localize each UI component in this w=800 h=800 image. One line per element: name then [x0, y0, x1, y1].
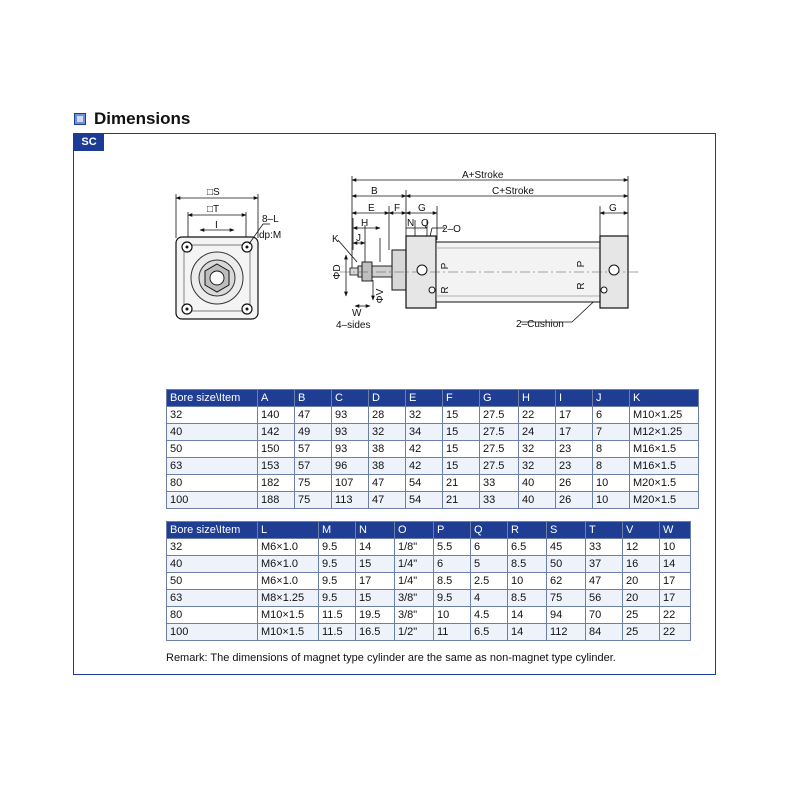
column-header: N [356, 522, 395, 539]
table-cell: 47 [586, 573, 623, 590]
table-cell: 15 [443, 424, 480, 441]
table-cell: 49 [295, 424, 332, 441]
table-cell: 10 [593, 492, 630, 509]
table-cell: 54 [406, 475, 443, 492]
table-cell: 26 [556, 475, 593, 492]
table-cell: M6×1.0 [258, 573, 319, 590]
table-row [167, 607, 691, 624]
table-cell: 8 [593, 458, 630, 475]
table-cell: 6 [434, 556, 471, 573]
column-header: O [395, 522, 434, 539]
d-label: ΦD [332, 264, 343, 280]
table-cell: 26 [556, 492, 593, 509]
table-cell: 3/8" [395, 607, 434, 624]
table-row [167, 556, 691, 573]
table-cell: 1/4" [395, 573, 434, 590]
table-cell: 14 [508, 624, 547, 641]
table-cell: 15 [356, 556, 395, 573]
table-cell: 1/4" [395, 556, 434, 573]
table-cell: 16.5 [356, 624, 395, 641]
column-header: R [508, 522, 547, 539]
remark-note: Remark: The dimensions of magnet type cylinder are the same as non-magnet type cylinder. [166, 652, 616, 664]
table-cell: 5.5 [434, 539, 471, 556]
table-cell: 27.5 [480, 407, 519, 424]
table-cell: 42 [406, 441, 443, 458]
column-header: C [332, 390, 369, 407]
column-header: E [406, 390, 443, 407]
r-label: R [440, 286, 451, 294]
table-cell: M20×1.5 [630, 475, 699, 492]
table-cell: 63 [167, 590, 258, 607]
table-cell: 75 [295, 475, 332, 492]
table-row [167, 573, 691, 590]
column-header: A [258, 390, 295, 407]
series-tab: SC [74, 133, 104, 151]
table-row [167, 475, 699, 492]
table-cell: 5 [471, 556, 508, 573]
table-cell: 22 [660, 624, 691, 641]
table-cell: 2.5 [471, 573, 508, 590]
table-cell: 93 [332, 407, 369, 424]
side-view [332, 170, 640, 331]
table-cell: 50 [167, 441, 258, 458]
table-cell: 4 [471, 590, 508, 607]
column-header: J [593, 390, 630, 407]
table-cell: 22 [660, 607, 691, 624]
j-label: J [356, 233, 361, 244]
column-header: M [319, 522, 356, 539]
table-cell: 150 [258, 441, 295, 458]
table-cell: 84 [586, 624, 623, 641]
column-header: B [295, 390, 332, 407]
table-cell: 10 [593, 475, 630, 492]
f-label: F [394, 203, 401, 214]
table-cell: M16×1.5 [630, 441, 699, 458]
t-label: □T [207, 204, 220, 215]
table-cell: 12 [623, 539, 660, 556]
table-cell: 112 [547, 624, 586, 641]
q-label: Q [421, 218, 429, 229]
table-cell: 57 [295, 441, 332, 458]
table-cell: 32 [519, 441, 556, 458]
table-cell: 153 [258, 458, 295, 475]
column-header: W [660, 522, 691, 539]
table-cell: M10×1.5 [258, 607, 319, 624]
table-cell: 33 [586, 539, 623, 556]
table-cell: 33 [480, 475, 519, 492]
table-cell: 23 [556, 458, 593, 475]
table-cell: 62 [547, 573, 586, 590]
table-cell: 6.5 [471, 624, 508, 641]
column-header: D [369, 390, 406, 407]
table-cell: 25 [623, 624, 660, 641]
table-cell: 45 [547, 539, 586, 556]
table-cell: 10 [508, 573, 547, 590]
table-cell: 27.5 [480, 424, 519, 441]
table-row [167, 624, 691, 641]
dp-label: dp:M [259, 230, 282, 241]
table-row [167, 407, 699, 424]
table-cell: 1/8" [395, 539, 434, 556]
table-cell: 21 [443, 492, 480, 509]
table-cell: 75 [295, 492, 332, 509]
table-cell: 107 [332, 475, 369, 492]
table-cell: 4.5 [471, 607, 508, 624]
table-row [167, 458, 699, 475]
table-cell: 142 [258, 424, 295, 441]
table-cell: M8×1.25 [258, 590, 319, 607]
table-cell: 42 [406, 458, 443, 475]
column-header: F [443, 390, 480, 407]
table-cell: 15 [443, 407, 480, 424]
table-cell: M10×1.25 [630, 407, 699, 424]
sides-label: 4–sides [336, 320, 371, 331]
e-label: E [368, 203, 375, 214]
table-cell: 20 [623, 590, 660, 607]
table-cell: 16 [623, 556, 660, 573]
table-cell: M12×1.25 [630, 424, 699, 441]
table-row [167, 424, 699, 441]
s-label: □S [207, 187, 220, 198]
table-cell: M10×1.5 [258, 624, 319, 641]
table-cell: 37 [586, 556, 623, 573]
table-cell: 20 [623, 573, 660, 590]
table-cell: 38 [369, 441, 406, 458]
table-cell: 11.5 [319, 624, 356, 641]
table-cell: 17 [556, 424, 593, 441]
table-cell: 8.5 [508, 590, 547, 607]
table-cell: M6×1.0 [258, 539, 319, 556]
table-cell: 40 [167, 424, 258, 441]
table-cell: 182 [258, 475, 295, 492]
table-cell: 17 [660, 590, 691, 607]
column-header: L [258, 522, 319, 539]
n-label: N [407, 218, 415, 229]
table-cell: 15 [356, 590, 395, 607]
cushion-label: 2–Cushion [516, 319, 564, 330]
table-cell: 32 [167, 407, 258, 424]
table-cell: 10 [434, 607, 471, 624]
table-cell: 47 [369, 492, 406, 509]
column-header: Bore size\Item [167, 522, 258, 539]
l-label: 8–L [262, 214, 279, 225]
table-cell: 25 [623, 607, 660, 624]
table-cell: 27.5 [480, 458, 519, 475]
table-cell: 21 [443, 475, 480, 492]
table-cell: 6 [593, 407, 630, 424]
table-cell: 15 [443, 441, 480, 458]
table-cell: 94 [547, 607, 586, 624]
i-label: I [215, 220, 218, 231]
table-cell: 47 [295, 407, 332, 424]
table-cell: 9.5 [319, 556, 356, 573]
h-label: H [361, 218, 369, 229]
column-header: G [480, 390, 519, 407]
table-cell: 33 [480, 492, 519, 509]
v-label: ΦV [375, 288, 386, 304]
table-cell: 96 [332, 458, 369, 475]
table-cell: 9.5 [319, 539, 356, 556]
table-cell: 50 [547, 556, 586, 573]
column-header: Bore size\Item [167, 390, 258, 407]
g-label: G [418, 203, 426, 214]
r-label-right: R [576, 282, 587, 290]
table-cell: 14 [356, 539, 395, 556]
page-title: Dimensions [94, 109, 191, 128]
table-cell: 17 [660, 573, 691, 590]
table-cell: 80 [167, 607, 258, 624]
table-cell: 57 [295, 458, 332, 475]
front-view [176, 187, 281, 319]
column-header: T [586, 522, 623, 539]
table-cell: 9.5 [319, 590, 356, 607]
table-cell: 9.5 [434, 590, 471, 607]
table-header-row [167, 390, 699, 407]
table-cell: 22 [519, 407, 556, 424]
table-row [167, 441, 699, 458]
table-row [167, 590, 691, 607]
o-label: 2–O [442, 224, 461, 235]
column-header: K [630, 390, 699, 407]
table-cell: M6×1.0 [258, 556, 319, 573]
table-cell: 24 [519, 424, 556, 441]
table-cell: 93 [332, 424, 369, 441]
table-cell: 1/2" [395, 624, 434, 641]
table-cell: 100 [167, 624, 258, 641]
table-cell: 7 [593, 424, 630, 441]
table-cell: 34 [406, 424, 443, 441]
table-cell: 50 [167, 573, 258, 590]
table-cell: 40 [167, 556, 258, 573]
column-header: I [556, 390, 593, 407]
table-cell: 6.5 [508, 539, 547, 556]
dimensions-table-2 [166, 521, 691, 641]
table-cell: 100 [167, 492, 258, 509]
table-cell: 8.5 [508, 556, 547, 573]
p-label-right: P [576, 260, 587, 268]
table-cell: 6 [471, 539, 508, 556]
table-cell: 93 [332, 441, 369, 458]
g2-label: G [609, 203, 617, 214]
table-cell: 3/8" [395, 590, 434, 607]
table-cell: 32 [369, 424, 406, 441]
table-cell: 32 [167, 539, 258, 556]
table-cell: 56 [586, 590, 623, 607]
column-header: H [519, 390, 556, 407]
table-cell: 80 [167, 475, 258, 492]
table-cell: 23 [556, 441, 593, 458]
column-header: S [547, 522, 586, 539]
table-cell: 8 [593, 441, 630, 458]
table-cell: 140 [258, 407, 295, 424]
table-cell: 54 [406, 492, 443, 509]
table-row [167, 539, 691, 556]
table-cell: 10 [660, 539, 691, 556]
table-cell: 27.5 [480, 441, 519, 458]
table-cell: 40 [519, 475, 556, 492]
table-cell: 9.5 [319, 573, 356, 590]
table-cell: 70 [586, 607, 623, 624]
table-cell: 11 [434, 624, 471, 641]
b-label: B [371, 186, 378, 197]
table-cell: 17 [356, 573, 395, 590]
table-cell: 11.5 [319, 607, 356, 624]
column-header: V [623, 522, 660, 539]
table-cell: 188 [258, 492, 295, 509]
table-cell: 19.5 [356, 607, 395, 624]
table-cell: 14 [508, 607, 547, 624]
table-cell: M16×1.5 [630, 458, 699, 475]
technical-drawing [0, 0, 800, 380]
table-cell: 32 [519, 458, 556, 475]
p-label: P [440, 262, 451, 270]
table-cell: 32 [406, 407, 443, 424]
table-cell: 113 [332, 492, 369, 509]
a-stroke-label: A+Stroke [462, 170, 504, 181]
table-cell: 8.5 [434, 573, 471, 590]
c-stroke-label: C+Stroke [492, 186, 534, 197]
column-header: Q [471, 522, 508, 539]
column-header: P [434, 522, 471, 539]
table-cell: 14 [660, 556, 691, 573]
dimensions-table-1 [166, 389, 699, 509]
w-label: W [352, 308, 362, 319]
table-row [167, 492, 699, 509]
table-cell: 47 [369, 475, 406, 492]
table-cell: 75 [547, 590, 586, 607]
table-cell: M20×1.5 [630, 492, 699, 509]
table-cell: 63 [167, 458, 258, 475]
table-cell: 28 [369, 407, 406, 424]
table-cell: 40 [519, 492, 556, 509]
k-label: K [332, 234, 339, 245]
table-cell: 15 [443, 458, 480, 475]
table-cell: 38 [369, 458, 406, 475]
table-cell: 17 [556, 407, 593, 424]
table-header-row [167, 522, 691, 539]
